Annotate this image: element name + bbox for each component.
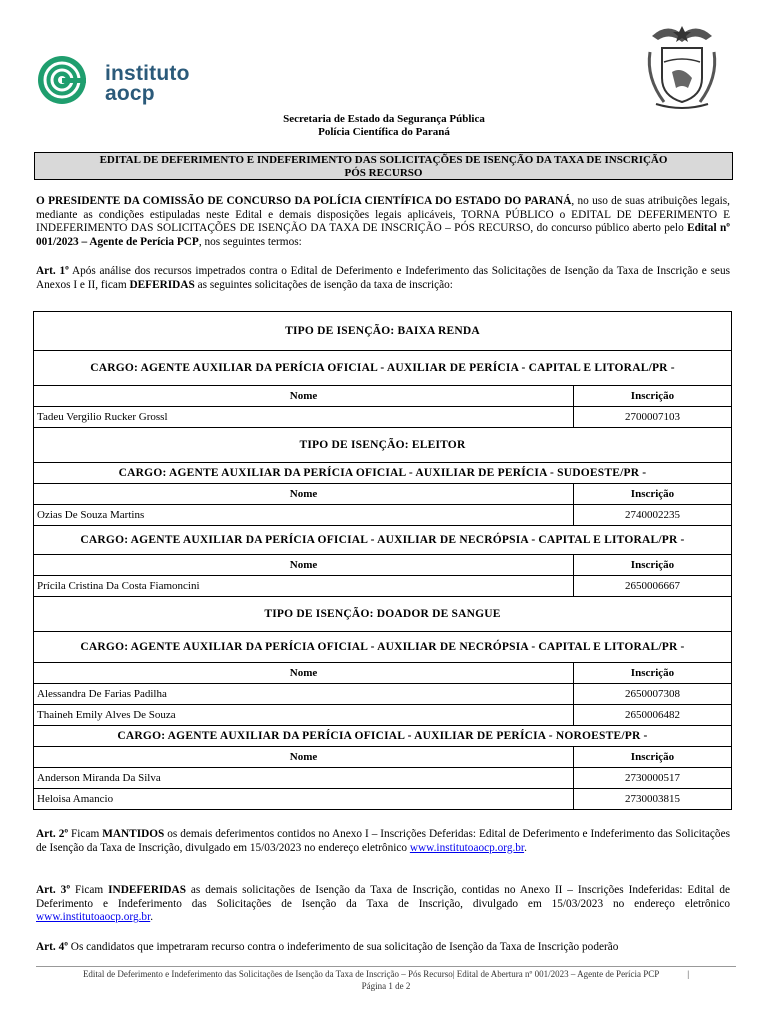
- art1-paragraph: [36, 265, 730, 292]
- table-row: [34, 407, 732, 428]
- logo-text: [105, 64, 190, 104]
- row-inscricao: 2700007103: [574, 407, 732, 428]
- deferidas-table: [33, 311, 732, 810]
- art3-bold: INDEFERIDAS: [108, 884, 186, 896]
- intro-text1: , no uso de suas atribuições legais, mediante as condições estipuladas neste Edital e demais disposições legais aplicáveis, TORNA PÚBLICO o EDITAL DE DEFERIMENTO E INDEFERIMENTO DAS SOLICITAÇÕES DE ISENÇÃO DA TAXA DE INSCRIÇÃO – PÓS RECURSO, do concurso público aberto pelo: [36, 195, 730, 234]
- row-inscricao: 2730003815: [574, 789, 732, 810]
- row-nome: Thaineh Emily Alves De Souza: [34, 705, 574, 726]
- table-row: [34, 789, 732, 810]
- parana-coat-of-arms-icon: [642, 22, 722, 110]
- art3-text3: .: [150, 911, 154, 923]
- col-nome-header: Nome: [34, 663, 574, 684]
- header-policia: Polícia Científica do Paraná: [318, 126, 450, 138]
- cargo-header: CARGO: AGENTE AUXILIAR DA PERÍCIA OFICIAL - AUXILIAR DE NECRÓPSIA - CAPITAL E LITORAL/PR -: [34, 632, 732, 663]
- cargo-header: CARGO: AGENTE AUXILIAR DA PERÍCIA OFICIAL - AUXILIAR DE NECRÓPSIA - CAPITAL E LITORAL/PR -: [34, 526, 732, 555]
- footer-text: Edital de Deferimento e Indeferimento das Solicitações de Isenção da Taxa de Inscrição – Pós Recurso| Edital de Abertura nº 001/2023 – Agente de Perícia PCP: [82, 969, 659, 979]
- col-nome-header: Nome: [34, 555, 574, 576]
- intro-bold-president: O PRESIDENTE DA COMISSÃO DE CONCURSO DA POLÍCIA CIENTÍFICA DO ESTADO DO PARANÁ: [36, 195, 572, 207]
- col-inscricao-header: Inscrição: [574, 484, 732, 505]
- cargo-header: CARGO: AGENTE AUXILIAR DA PERÍCIA OFICIAL - AUXILIAR DE PERÍCIA - CAPITAL E LITORAL/PR -: [34, 351, 732, 386]
- edital-title-line1: EDITAL DE DEFERIMENTO E INDEFERIMENTO DAS SOLICITAÇÕES DE ISENÇÃO DA TAXA DE INSCRIÇÃO: [99, 154, 668, 166]
- row-nome: Tadeu Vergilio Rucker Grossl: [34, 407, 574, 428]
- cargo-header: CARGO: AGENTE AUXILIAR DA PERÍCIA OFICIAL - AUXILIAR DE PERÍCIA - SUDOESTE/PR -: [34, 463, 732, 484]
- art2-paragraph: [36, 828, 730, 855]
- tipo-eleitor: TIPO DE ISENÇÃO: ELEITOR: [34, 428, 732, 463]
- art2-link[interactable]: www.institutoaocp.org.br: [409, 841, 525, 854]
- page-footer: [36, 966, 736, 992]
- col-nome-header: Nome: [34, 484, 574, 505]
- row-nome: Prícila Cristina Da Costa Fiamoncini: [34, 576, 574, 597]
- row-inscricao: 2650006482: [574, 705, 732, 726]
- col-inscricao-header: Inscrição: [574, 663, 732, 684]
- table-row: [34, 768, 732, 789]
- art4-paragraph: [36, 941, 730, 955]
- table-row: [34, 684, 732, 705]
- col-inscricao-header: Inscrição: [574, 555, 732, 576]
- intro-paragraph: [36, 195, 730, 249]
- row-inscricao: 2740002235: [574, 505, 732, 526]
- footer-page-number: Página 1 de 2: [361, 981, 411, 991]
- row-inscricao: 2650006667: [574, 576, 732, 597]
- art4-label: Art. 4º: [36, 941, 68, 953]
- col-nome-header: Nome: [34, 747, 574, 768]
- art1-bold: DEFERIDAS: [129, 278, 195, 291]
- table-row: [34, 505, 732, 526]
- art2-label: Art. 2º: [36, 828, 69, 840]
- row-nome: Heloisa Amancio: [34, 789, 574, 810]
- logo-line1: instituto: [105, 62, 190, 85]
- footer-separator: |: [687, 969, 690, 979]
- col-inscricao-header: Inscrição: [574, 747, 732, 768]
- art2-text1: Ficam: [68, 828, 103, 840]
- art3-label: Art. 3º: [36, 884, 71, 896]
- art2-text2: os demais deferimentos contidos no Anexo I – Inscrições Deferidas: Edital de Deferimento e Indeferimento das Solicitações de Isenção da Taxa de Inscrição, divulgado em 15/03/2023 no endereço eletrônico: [36, 828, 730, 854]
- intro-text2: , nos seguintes termos:: [198, 235, 302, 248]
- row-inscricao: 2730000517: [574, 768, 732, 789]
- col-nome-header: Nome: [34, 386, 574, 407]
- logo-line2: aocp: [105, 82, 155, 105]
- art3-text1: Ficam: [70, 884, 109, 896]
- cargo-header: CARGO: AGENTE AUXILIAR DA PERÍCIA OFICIAL - AUXILIAR DE PERÍCIA - NOROESTE/PR -: [34, 726, 732, 747]
- art2-text3: .: [524, 841, 527, 854]
- tipo-doador-sangue: TIPO DE ISENÇÃO: DOADOR DE SANGUE: [34, 597, 732, 632]
- table-row: [34, 705, 732, 726]
- art1-text1: Após análise dos recursos impetrados contra o Edital de Deferimento e Indeferimento das Solicitações de Isenção da Taxa de Inscrição e seus Anexos I e II, ficam: [36, 265, 730, 291]
- aocp-spiral-icon: [36, 54, 96, 114]
- art4-text1: Os candidatos que impetraram recurso contra o indeferimento de sua solicitação de Isenção da Taxa de Inscrição poderão: [67, 941, 619, 953]
- row-nome: Anderson Miranda Da Silva: [34, 768, 574, 789]
- edital-title-box: [34, 152, 733, 180]
- table-row: [34, 576, 732, 597]
- art3-link[interactable]: www.institutoaocp.org.br: [36, 911, 151, 923]
- art3-paragraph: [36, 884, 730, 925]
- row-nome: Ozias De Souza Martins: [34, 505, 574, 526]
- footer-line: [36, 968, 736, 980]
- edital-title-line2: PÓS RECURSO: [344, 167, 423, 179]
- art3-text2: as demais solicitações de Isenção da Taxa de Inscrição, contidas no Anexo II – Inscrições Indeferidas: Edital de Deferimento e Indeferimento das Solicitações de Isenção da Taxa de Inscrição, divulgado em 15/03/2023 no endereço eletrônico: [36, 884, 730, 910]
- art1-label: Art. 1º: [36, 265, 69, 277]
- row-nome: Alessandra De Farias Padilha: [34, 684, 574, 705]
- art1-text2: as seguintes solicitações de isenção da taxa de inscrição:: [194, 278, 453, 291]
- col-inscricao-header: Inscrição: [574, 386, 732, 407]
- instituto-aocp-logo: [36, 54, 216, 114]
- tipo-baixa-renda: TIPO DE ISENÇÃO: BAIXA RENDA: [34, 312, 732, 351]
- intro-bold-edital: Edital nº 001/2023 – Agente de Perícia PCP: [36, 222, 730, 248]
- art2-bold: MANTIDOS: [102, 828, 165, 840]
- header-secretaria: Secretaria de Estado da Segurança Pública: [283, 113, 485, 125]
- row-inscricao: 2650007308: [574, 684, 732, 705]
